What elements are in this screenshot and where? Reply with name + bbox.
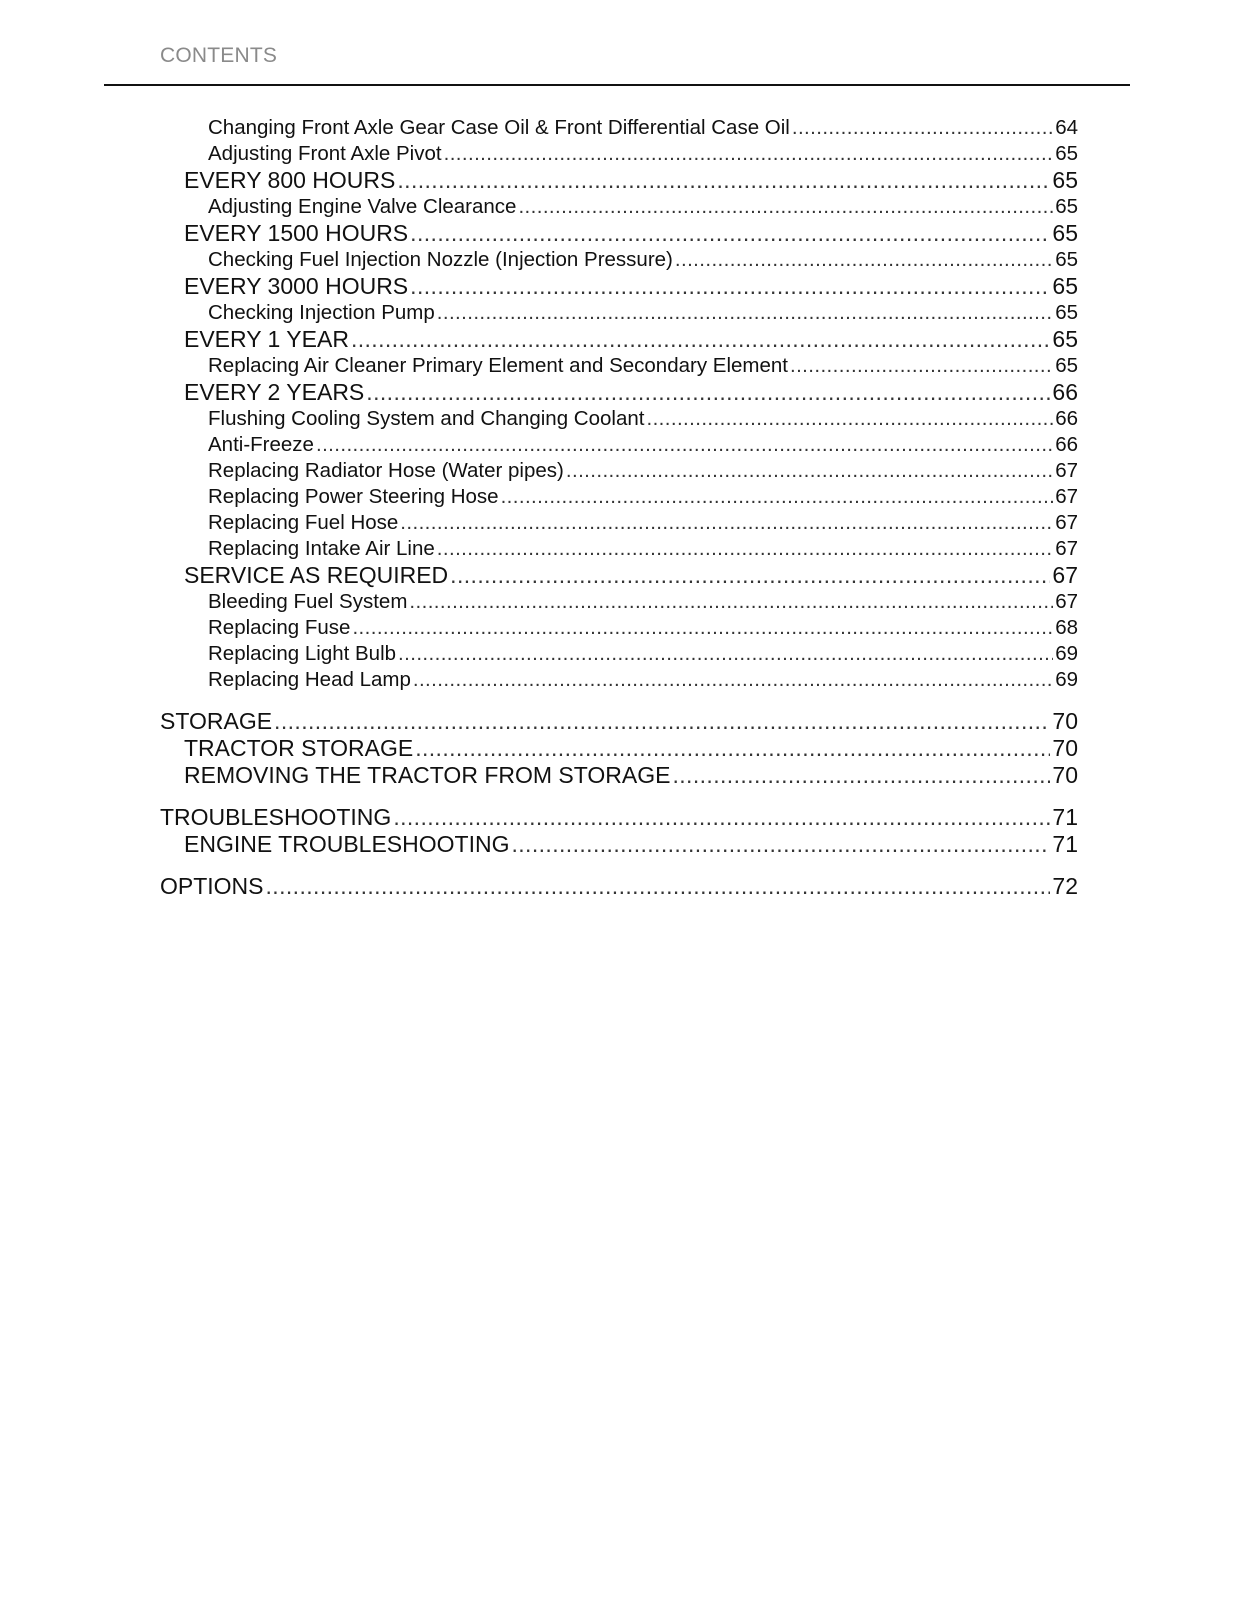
toc-section[interactable] bbox=[160, 872, 1078, 900]
toc-subsection[interactable] bbox=[160, 831, 1078, 858]
toc-item[interactable] bbox=[160, 406, 1078, 432]
dot-leader bbox=[792, 115, 1053, 141]
dot-leader bbox=[501, 484, 1054, 510]
toc-entry-title: EVERY 1500 HOURS bbox=[184, 220, 409, 246]
toc-page-number: 66 bbox=[1055, 407, 1078, 430]
toc-page-number: 65 bbox=[1055, 195, 1078, 218]
toc-item[interactable] bbox=[160, 510, 1078, 536]
toc-entry-title: Adjusting Engine Valve Clearance bbox=[208, 195, 517, 218]
dot-leader bbox=[397, 167, 1050, 194]
toc-page-number: 70 bbox=[1052, 762, 1078, 788]
toc-page-number: 65 bbox=[1052, 167, 1078, 193]
dot-leader bbox=[672, 762, 1050, 789]
toc-item[interactable] bbox=[160, 536, 1078, 562]
toc-item[interactable] bbox=[160, 247, 1078, 273]
dot-leader bbox=[437, 300, 1053, 326]
toc-entry-title: Replacing Power Steering Hose bbox=[208, 485, 499, 508]
toc-entry-title: REMOVING THE TRACTOR FROM STORAGE bbox=[184, 762, 671, 788]
toc-entry-title: STORAGE bbox=[160, 708, 273, 734]
toc-item[interactable] bbox=[160, 458, 1078, 484]
toc-item[interactable] bbox=[160, 484, 1078, 510]
toc-page-number: 67 bbox=[1055, 590, 1078, 613]
toc-page-number: 70 bbox=[1052, 735, 1078, 761]
toc-entry-title: Adjusting Front Axle Pivot bbox=[208, 142, 442, 165]
header-rule bbox=[104, 84, 1130, 86]
toc-section[interactable] bbox=[160, 707, 1078, 735]
dot-leader bbox=[410, 273, 1050, 300]
toc-page-number: 65 bbox=[1052, 326, 1078, 352]
dot-leader bbox=[566, 458, 1053, 484]
toc-subsection[interactable] bbox=[160, 762, 1078, 789]
dot-leader bbox=[415, 735, 1050, 762]
dot-leader bbox=[675, 247, 1053, 273]
dot-leader bbox=[400, 510, 1053, 536]
dot-leader bbox=[646, 406, 1053, 432]
toc-page-number: 66 bbox=[1055, 433, 1078, 456]
toc-page-number: 68 bbox=[1055, 616, 1078, 639]
toc-item[interactable] bbox=[160, 432, 1078, 458]
toc-entry-title: Bleeding Fuel System bbox=[208, 590, 408, 613]
dot-leader bbox=[444, 141, 1054, 167]
dot-leader bbox=[352, 615, 1053, 641]
dot-leader bbox=[518, 194, 1053, 220]
dot-leader bbox=[413, 667, 1053, 693]
toc-item[interactable] bbox=[160, 300, 1078, 326]
toc-entry-title: Replacing Radiator Hose (Water pipes) bbox=[208, 459, 564, 482]
toc-page-number: 67 bbox=[1052, 562, 1078, 588]
toc-entry-title: ENGINE TROUBLESHOOTING bbox=[184, 831, 510, 857]
dot-leader bbox=[409, 589, 1053, 615]
toc-entry-title: SERVICE AS REQUIRED bbox=[184, 562, 449, 588]
toc-entry-title: TROUBLESHOOTING bbox=[160, 804, 392, 830]
toc-item[interactable] bbox=[160, 141, 1078, 167]
toc-page-number: 67 bbox=[1055, 459, 1078, 482]
toc-entry-title: Replacing Head Lamp bbox=[208, 668, 411, 691]
toc-entry-title: Changing Front Axle Gear Case Oil & Front Differential Case Oil bbox=[208, 116, 790, 139]
toc-entry-title: EVERY 3000 HOURS bbox=[184, 273, 409, 299]
toc-page-number: 66 bbox=[1052, 379, 1078, 405]
dot-leader bbox=[511, 831, 1050, 858]
dot-leader bbox=[398, 641, 1053, 667]
toc-item[interactable] bbox=[160, 667, 1078, 693]
toc-item[interactable] bbox=[160, 353, 1078, 379]
dot-leader bbox=[266, 872, 1051, 900]
toc-subsection[interactable] bbox=[160, 379, 1078, 406]
running-header: CONTENTS bbox=[160, 44, 278, 67]
toc-entry-title: Checking Injection Pump bbox=[208, 301, 435, 324]
table-of-contents bbox=[160, 115, 1078, 900]
toc-item[interactable] bbox=[160, 641, 1078, 667]
toc-subsection[interactable] bbox=[160, 273, 1078, 300]
toc-page-number: 71 bbox=[1052, 804, 1078, 830]
toc-item[interactable] bbox=[160, 194, 1078, 220]
toc-page-number: 69 bbox=[1055, 642, 1078, 665]
toc-page-number: 64 bbox=[1055, 116, 1078, 139]
toc-subsection[interactable] bbox=[160, 167, 1078, 194]
dot-leader bbox=[351, 326, 1050, 353]
toc-item[interactable] bbox=[160, 615, 1078, 641]
toc-page-number: 65 bbox=[1052, 220, 1078, 246]
toc-section[interactable] bbox=[160, 803, 1078, 831]
toc-item[interactable] bbox=[160, 115, 1078, 141]
toc-page-number: 65 bbox=[1055, 354, 1078, 377]
toc-entry-title: EVERY 2 YEARS bbox=[184, 379, 365, 405]
toc-entry-title: Replacing Air Cleaner Primary Element and Secondary Element bbox=[208, 354, 788, 377]
toc-subsection[interactable] bbox=[160, 735, 1078, 762]
toc-entry-title: Replacing Fuel Hose bbox=[208, 511, 399, 534]
toc-page-number: 67 bbox=[1055, 485, 1078, 508]
toc-entry-title: Flushing Cooling System and Changing Coolant bbox=[208, 407, 645, 430]
toc-subsection[interactable] bbox=[160, 220, 1078, 247]
dot-leader bbox=[437, 536, 1053, 562]
toc-entry-title: OPTIONS bbox=[160, 873, 264, 899]
toc-page-number: 70 bbox=[1052, 708, 1078, 734]
toc-entry-title: EVERY 800 HOURS bbox=[184, 167, 396, 193]
toc-entry-title: TRACTOR STORAGE bbox=[184, 735, 414, 761]
dot-leader bbox=[410, 220, 1050, 247]
toc-page-number: 65 bbox=[1052, 273, 1078, 299]
dot-leader bbox=[274, 707, 1050, 735]
dot-leader bbox=[316, 432, 1053, 458]
toc-entry-title: EVERY 1 YEAR bbox=[184, 326, 349, 352]
dot-leader bbox=[393, 803, 1050, 831]
toc-page-number: 65 bbox=[1055, 301, 1078, 324]
toc-subsection[interactable] bbox=[160, 326, 1078, 353]
toc-page-number: 65 bbox=[1055, 248, 1078, 271]
toc-entry-title: Replacing Intake Air Line bbox=[208, 537, 435, 560]
toc-page-number: 69 bbox=[1055, 668, 1078, 691]
dot-leader bbox=[450, 562, 1050, 589]
toc-entry-title: Replacing Fuse bbox=[208, 616, 351, 639]
toc-page-number: 72 bbox=[1052, 873, 1078, 899]
toc-page-number: 67 bbox=[1055, 537, 1078, 560]
toc-page-number: 65 bbox=[1055, 142, 1078, 165]
toc-item[interactable] bbox=[160, 589, 1078, 615]
dot-leader bbox=[366, 379, 1050, 406]
toc-entry-title: Checking Fuel Injection Nozzle (Injection Pressure) bbox=[208, 248, 673, 271]
toc-entry-title: Anti-Freeze bbox=[208, 433, 314, 456]
toc-page-number: 71 bbox=[1052, 831, 1078, 857]
toc-page-number: 67 bbox=[1055, 511, 1078, 534]
toc-subsection[interactable] bbox=[160, 562, 1078, 589]
dot-leader bbox=[790, 353, 1053, 379]
toc-entry-title: Replacing Light Bulb bbox=[208, 642, 397, 665]
